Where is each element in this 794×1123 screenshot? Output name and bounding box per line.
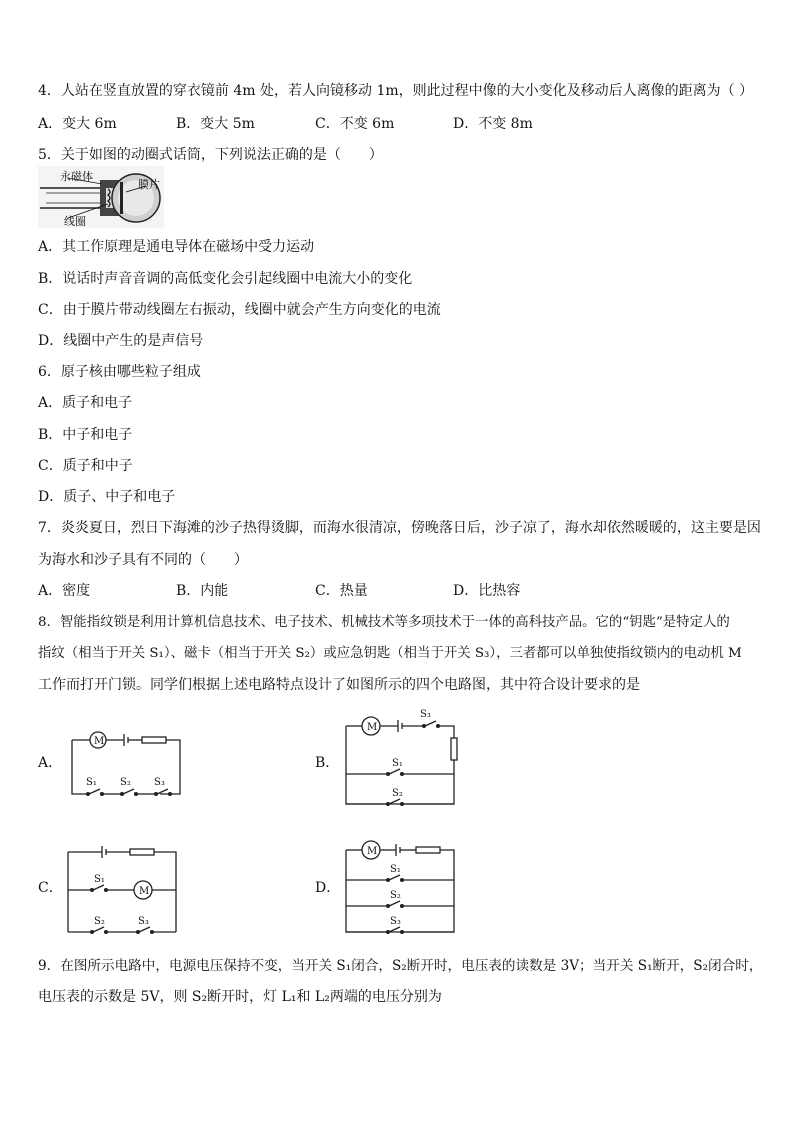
q5-option-c: C．由于膜片带动线圈左右振动，线圈中就会产生方向变化的电流 xyxy=(38,302,441,318)
q4-option-c: C．不变 6m xyxy=(315,116,395,132)
switch-s3-label: S₃ xyxy=(420,709,431,720)
q4-option-d: D．不变 8m xyxy=(453,116,533,132)
q5-stem: 5．关于如图的动圈式话筒，下列说法正确的是（ ） xyxy=(38,147,383,163)
circuit-d-label: D． xyxy=(315,880,341,896)
coil-label: 线圈 xyxy=(64,215,86,228)
q7-option-b: B．内能 xyxy=(176,583,229,599)
circuit-c-label: C． xyxy=(38,880,63,896)
switch-s1-label: S₁ xyxy=(86,777,97,788)
circuit-d xyxy=(340,836,462,936)
q4-option-b: B．变大 5m xyxy=(176,116,255,132)
q8-stem-line2: 指纹（相当于开关 S₁）、磁卡（相当于开关 S₂）或应急钥匙（相当于开关 S₃），三者都可以单独使指纹锁内的电动机 M xyxy=(38,646,742,661)
q6-option-d: D．质子、中子和电子 xyxy=(38,489,176,505)
circuit-a xyxy=(66,728,186,804)
q6-option-b: B．中子和电子 xyxy=(38,427,133,443)
switch-s1-label: S₁ xyxy=(392,758,403,769)
switch-s2-label: S₂ xyxy=(390,890,401,901)
motor-label: M xyxy=(94,736,105,747)
q5-option-b: B．说话时声音音调的高低变化会引起线圈中电流大小的变化 xyxy=(38,271,413,287)
circuit-c xyxy=(62,840,182,938)
switch-s2-label: S₂ xyxy=(392,788,403,799)
q7-option-a: A．密度 xyxy=(38,583,91,599)
switch-s2-label: S₂ xyxy=(120,777,131,788)
motor-label: M xyxy=(367,722,378,733)
q7-stem-line1: 7．炎炎夏日，烈日下海滩的沙子热得烫脚，而海水很清凉，傍晚落日后，沙子凉了，海水却依然暖暖的，这主要是因 xyxy=(38,520,761,536)
switch-s3-label: S₃ xyxy=(138,916,149,927)
q6-option-a: A．质子和电子 xyxy=(38,395,133,411)
q7-stem-line2: 为海水和沙子具有不同的（ ） xyxy=(38,552,248,568)
switch-s1-label: S₁ xyxy=(390,864,401,875)
circuit-b-label: B． xyxy=(315,755,340,771)
q8-stem-line3: 工作而打开门锁。同学们根据上述电路特点设计了如图所示的四个电路图，其中符合设计要求的是 xyxy=(38,677,640,693)
microphone-figure xyxy=(38,166,164,228)
q9-stem-line2: 电压表的示数是 5V，则 S₂断开时，灯 L₁和 L₂两端的电压分别为 xyxy=(38,989,442,1005)
q6-stem: 6．原子核由哪些粒子组成 xyxy=(38,364,201,380)
motor-label: M xyxy=(139,886,150,897)
motor-label: M xyxy=(367,846,378,857)
q8-stem-line1: 8．智能指纹锁是利用计算机信息技术、电子技术、机械技术等多项技术于一体的高科技产品。它的“钥匙”是特定人的 xyxy=(38,615,730,630)
q9-stem-line1: 9．在图所示电路中，电源电压保持不变，当开关 S₁闭合，S₂断开时，电压表的读数是 3V；当开关 S₁断开，S₂闭合时， xyxy=(38,958,763,974)
switch-s2-label: S₂ xyxy=(94,916,105,927)
switch-s1-label: S₁ xyxy=(94,874,105,885)
q5-option-a: A．其工作原理是通电导体在磁场中受力运动 xyxy=(38,239,315,255)
q6-option-c: C．质子和中子 xyxy=(38,458,133,474)
q7-option-d: D．比热容 xyxy=(453,583,521,599)
circuit-b xyxy=(340,704,462,808)
switch-s3-label: S₃ xyxy=(154,777,165,788)
q5-option-d: D．线圈中产生的是声信号 xyxy=(38,333,204,349)
q4-option-a: A．变大 6m xyxy=(38,116,117,132)
diaphragm-label: 膜片 xyxy=(138,178,160,191)
switch-s3-label: S₃ xyxy=(390,916,401,927)
circuit-a-label: A． xyxy=(38,755,63,771)
magnet-label: 永磁体 xyxy=(60,170,93,183)
q4-stem: 4．人站在竖直放置的穿衣镜前 4m 处，若人向镜移动 1m，则此过程中像的大小变化及移动后人离像的距离为（ ） xyxy=(38,83,754,99)
q7-option-c: C．热量 xyxy=(315,583,368,599)
